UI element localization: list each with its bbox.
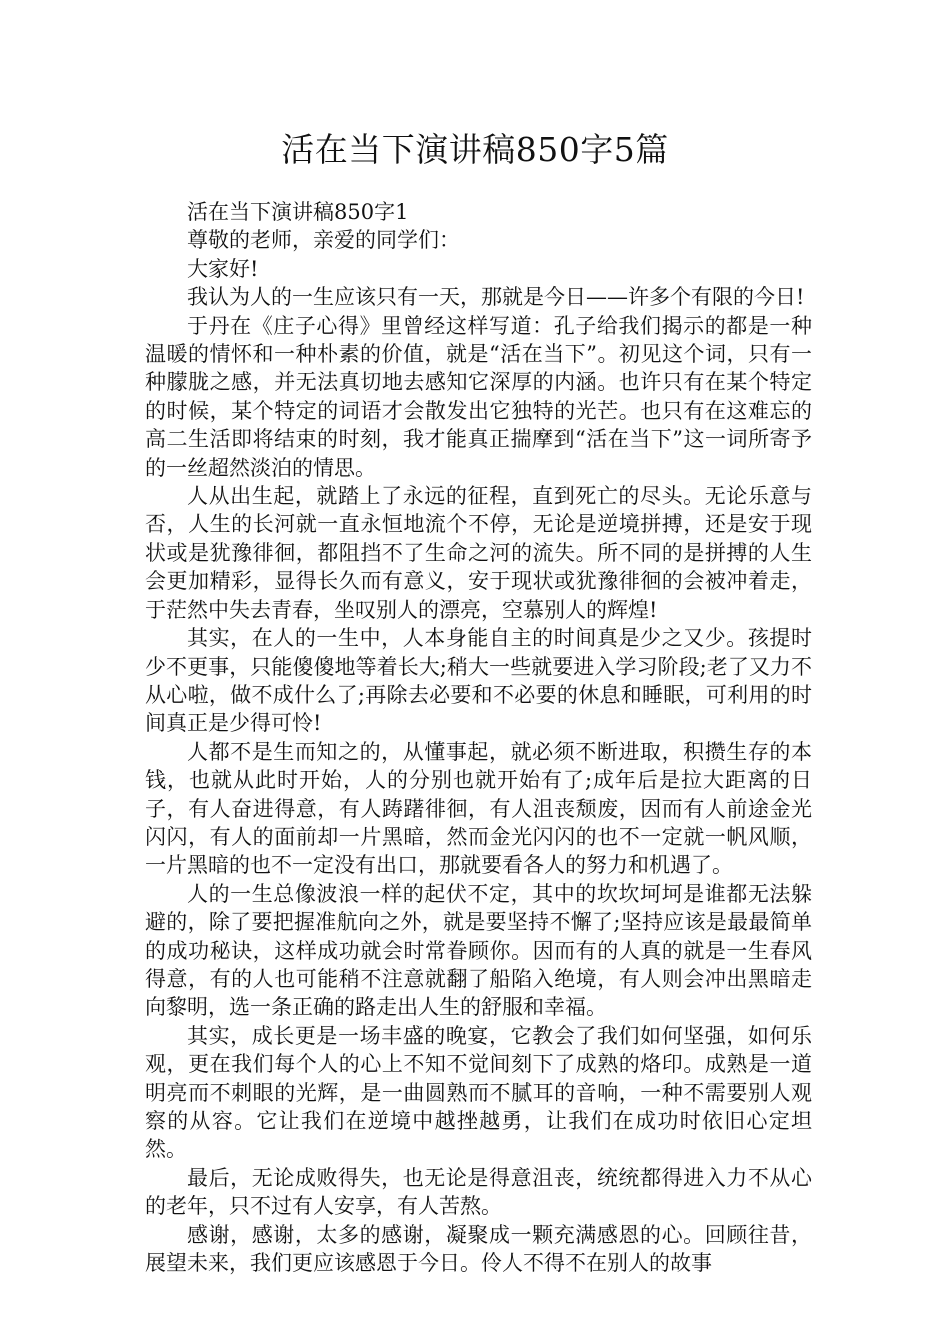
body-paragraph: 其实，在人的一生中，人本身能自主的时间真是少之又少。孩提时少不更事，只能傻傻地等着长大;稍大一些就要进入学习阶段;老了又力不从心啦，做不成什么了;再除去必要和不必要的休息和睡眠，可利用的时间真正是少得可怜! <box>145 626 812 736</box>
greeting-paragraph: 大家好! <box>187 256 259 281</box>
document-body <box>145 198 812 1277</box>
body-paragraph: 最后，无论成败得失，也无论是得意沮丧，统统都得进入力不从心的老年，只不过有人安享，有人苦熬。 <box>145 1165 812 1219</box>
greeting-paragraph: 尊敬的老师，亲爱的同学们： <box>187 228 460 253</box>
body-paragraph: 人的一生总像波浪一样的起伏不定，其中的坎坎坷坷是谁都无法躲避的，除了要把握准航向之外，就是要坚持不懈了;坚持应该是最最简单的成功秘诀，这样成功就会时常眷顾你。因而有的人真的就是一生春风得意，有的人也可能稍不注意就翻了船陷入绝境，有人则会冲出黑暗走向黎明，选一条正确的路走出人生的舒服和幸福。 <box>145 881 812 1020</box>
body-paragraph: 感谢，感谢，太多的感谢，凝聚成一颗充满感恩的心。回顾往昔，展望未来，我们更应该感恩于今日。伶人不得不在别人的故事 <box>145 1222 812 1276</box>
subtitle-paragraph: 活在当下演讲稿850字1 <box>187 200 409 224</box>
body-paragraph: 人从出生起，就踏上了永远的征程，直到死亡的尽头。无论乐意与否，人生的长河就一直永恒地流个不停，无论是逆境拼搏，还是安于现状或是犹豫徘徊，都阻挡不了生命之河的流失。所不同的是拼搏的人生会更加精彩，显得长久而有意义，安于现状或犹豫徘徊的会被冲着走，于茫然中失去青春，坐叹别人的漂亮，空慕别人的辉煌! <box>145 484 812 622</box>
body-paragraph: 人都不是生而知之的，从懂事起，就必须不断进取，积攒生存的本钱，也就从此时开始，人的分别也就开始有了;成年后是拉大距离的日子，有人奋进得意，有人踌躇徘徊，有人沮丧颓废，因而有人前途金光闪闪，有人的面前却一片黑暗，然而金光闪闪的也不一定就一帆风顺，一片黑暗的也不一定没有出口，那就要看各人的努力和机遇了。 <box>145 739 812 878</box>
body-paragraph: 其实，成长更是一场丰盛的晚宴，它教会了我们如何坚强，如何乐观，更在我们每个人的心上不知不觉间刻下了成熟的烙印。成熟是一道明亮而不刺眼的光辉，是一曲圆熟而不腻耳的音响，一种不需要别人观察的从容。它让我们在逆境中越挫越勇，让我们在成功时依旧心定坦然。 <box>145 1023 812 1162</box>
body-paragraph: 我认为人的一生应该只有一天，那就是今日——许多个有限的今日! <box>187 285 805 310</box>
document-title: 活在当下演讲稿850字5篇 <box>281 130 669 169</box>
body-paragraph: 于丹在《庄子心得》里曾经这样写道：孔子给我们揭示的都是一种温暖的情怀和一种朴素的价值，就是“活在当下”。初见这个词，只有一种朦胧之感，并无法真切地去感知它深厚的内涵。也许只有在某个特定的时候，某个特定的词语才会散发出它独特的光芒。也只有在这难忘的高二生活即将结束的时刻，我才能真正揣摩到“活在当下”这一词所寄予的一丝超然淡泊的情思。 <box>145 313 812 480</box>
